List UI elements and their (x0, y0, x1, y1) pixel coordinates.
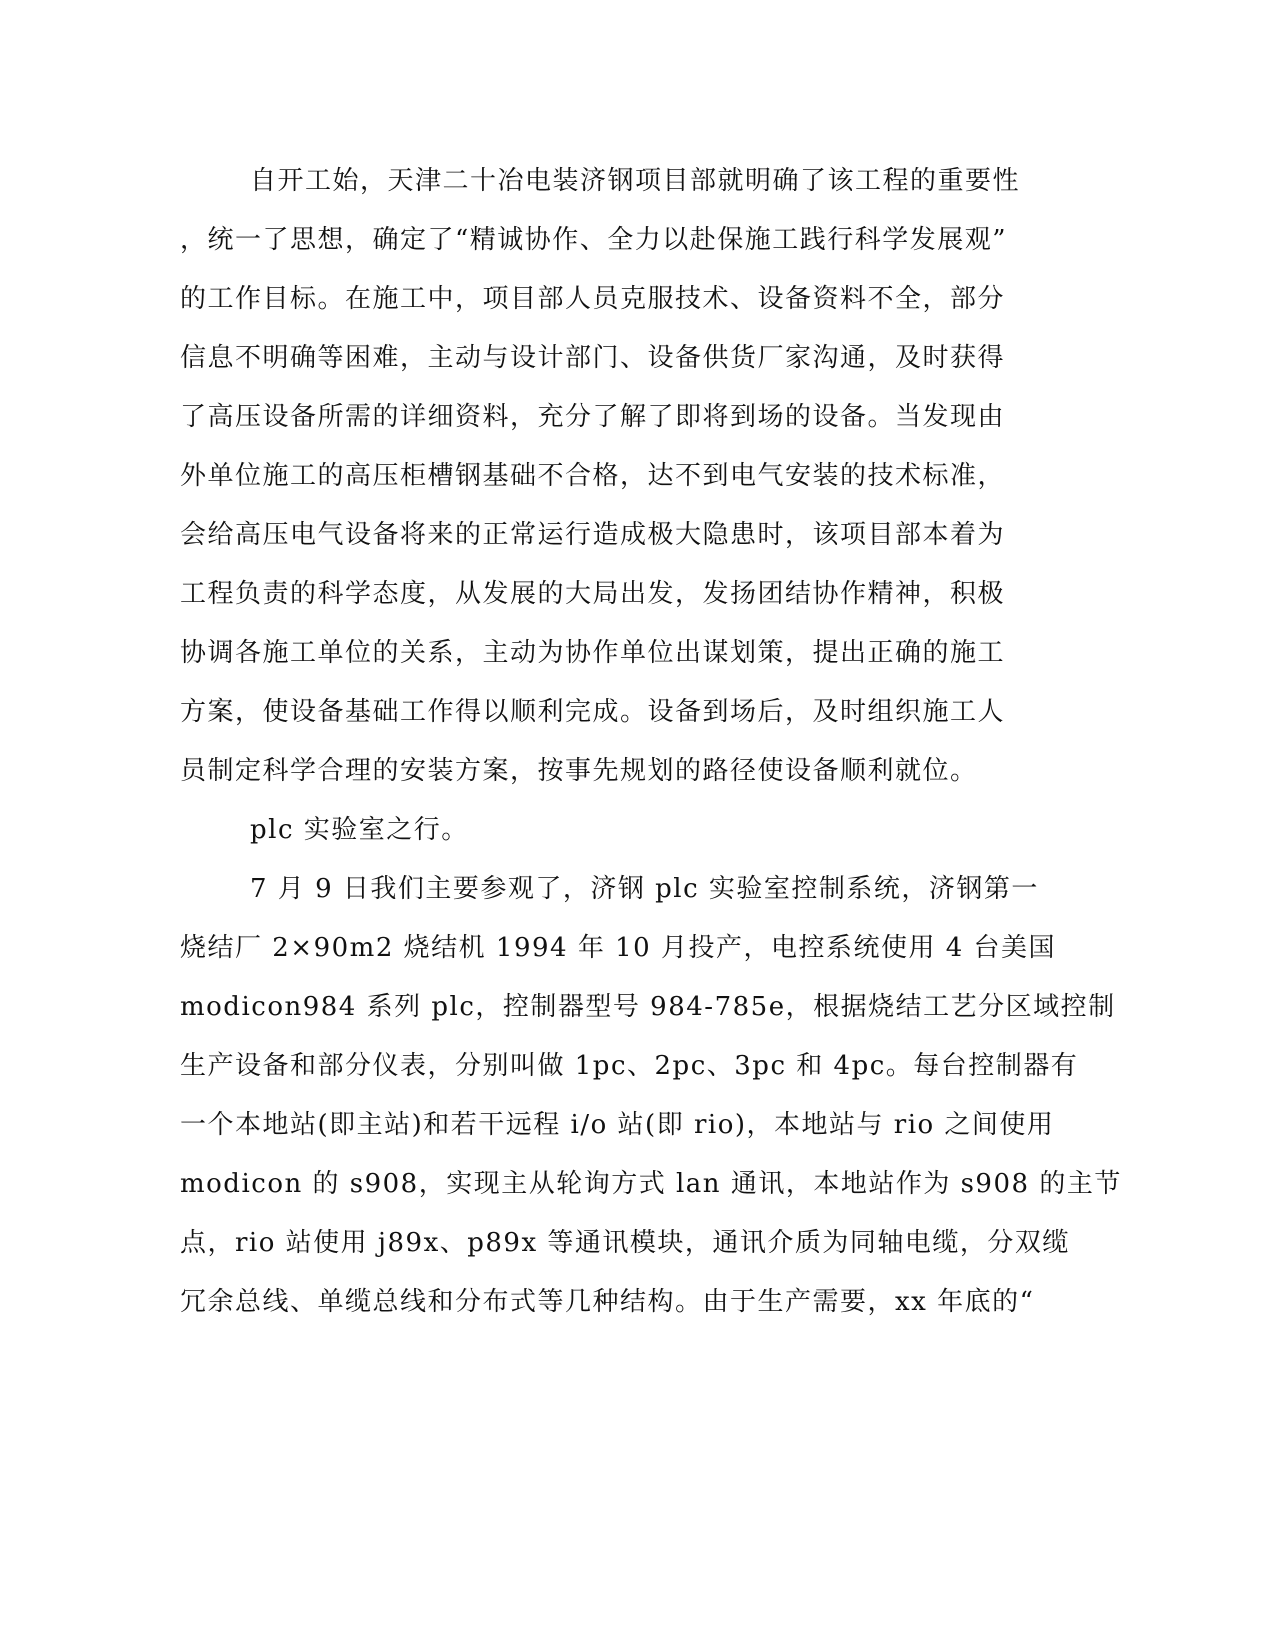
text-line: 方案，使设备基础工作得以顺利完成。设备到场后，及时组织施工人 (180, 697, 1006, 727)
text-line: plc 实验室之行。 (250, 815, 469, 845)
text-line: 工程负责的科学态度，从发展的大局出发，发扬团结协作精神，积极 (180, 579, 1006, 609)
text-line: 外单位施工的高压柜槽钢基础不合格，达不到电气安装的技术标准， (180, 461, 1006, 491)
text-line: 的工作目标。在施工中，项目部人员克服技术、设备资料不全，部分 (180, 284, 1006, 314)
text-line: 协调各施工单位的关系，主动为协作单位出谋划策，提出正确的施工 (180, 638, 1006, 668)
text-line: 信息不明确等困难，主动与设计部门、设备供货厂家沟通，及时获得 (180, 343, 1006, 373)
text-line: 冗余总线、单缆总线和分布式等几种结构。由于生产需要，xx 年底的“ (180, 1287, 1035, 1317)
text-line: ，统一了思想，确定了“精诚协作、全力以赴保施工践行科学发展观” (180, 225, 1008, 255)
text-line: modicon 的 s908，实现主从轮询方式 lan 通讯，本地站作为 s908 的主节 (180, 1169, 1122, 1199)
text-line: 一个本地站(即主站)和若干远程 i/o 站(即 rio)，本地站与 rio 之间使用 (180, 1110, 1055, 1140)
text-line: 生产设备和部分仪表，分别叫做 1pc、2pc、3pc 和 4pc。每台控制器有 (180, 1051, 1079, 1081)
paragraph-1 (180, 152, 1040, 801)
text-line: 烧结厂 2×90m2 烧结机 1994 年 10 月投产，电控系统使用 4 台美国 (180, 933, 1057, 963)
text-line: 点，rio 站使用 j89x、p89x 等通讯模块，通讯介质为同轴电缆，分双缆 (180, 1228, 1070, 1258)
paragraph-3 (180, 860, 1122, 1332)
text-line: 会给高压电气设备将来的正常运行造成极大隐患时，该项目部本着为 (180, 520, 1006, 550)
text-line: 7 月 9 日我们主要参观了，济钢 plc 实验室控制系统，济钢第一 (250, 874, 1039, 904)
paragraph-2 (180, 801, 1040, 860)
document-body (180, 152, 1122, 1332)
text-line: 员制定科学合理的安装方案，按事先规划的路径使设备顺利就位。 (180, 756, 978, 786)
text-line: modicon984 系列 plc，控制器型号 984-785e，根据烧结工艺分区域控制 (180, 992, 1116, 1022)
text-line: 自开工始，天津二十冶电装济钢项目部就明确了该工程的重要性 (250, 166, 1021, 196)
text-line: 了高压设备所需的详细资料，充分了解了即将到场的设备。当发现由 (180, 402, 1006, 432)
